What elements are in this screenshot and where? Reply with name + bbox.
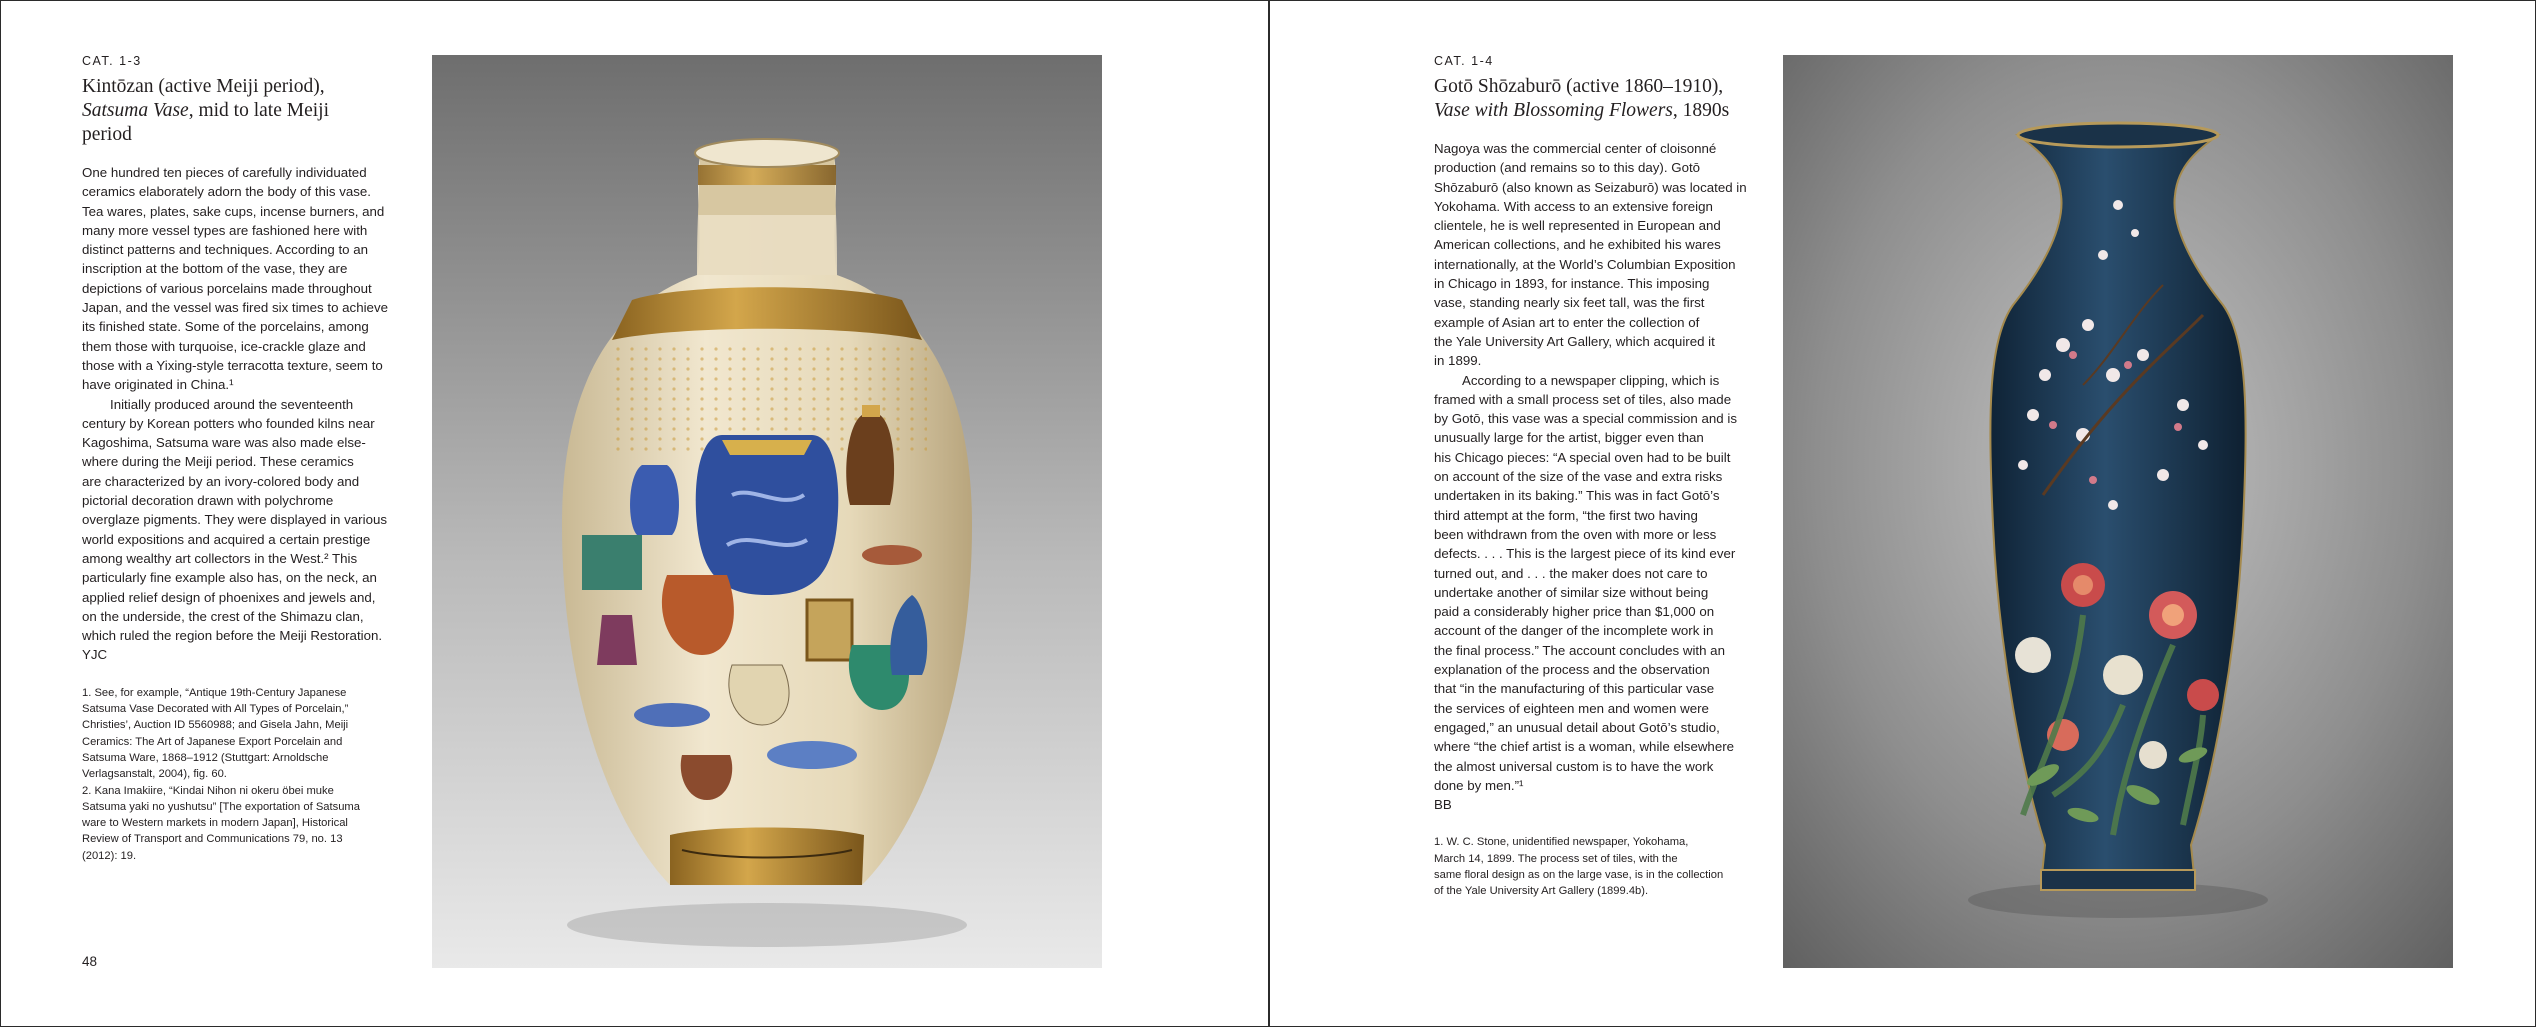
body-text-line: on account of the size of the vase and extra risks: [1434, 469, 1723, 485]
page-number: 48: [82, 954, 98, 969]
body-text-line: turned out, and . . . the maker does not care to: [1434, 565, 1708, 581]
body-text-line: done by men.”¹: [1434, 777, 1524, 793]
title-line-3: period: [82, 124, 132, 145]
body-text-line: the final process.” The account concludes with an: [1434, 642, 1725, 658]
essay-body: [1434, 139, 1774, 814]
title-object-italic: Vase with Blossoming Flowers: [1434, 100, 1673, 121]
body-text-line: explanation of the process and the observation: [1434, 662, 1710, 678]
body-text-line: unusually large for the artist, bigger even than: [1434, 430, 1704, 446]
catalogue-label: CAT. 1-4: [1434, 54, 1494, 68]
body-text-line: his Chicago pieces: “A special oven had to be built: [1434, 449, 1731, 465]
endnote-line: Satsuma yaki no yushutsu” [The exportation of Satsuma: [82, 800, 360, 813]
body-text-line: Shōzaburō (also known as Seizaburō) was located in: [1434, 179, 1747, 195]
body-text-line: ceramics elaborately adorn the body of this vase.: [82, 184, 371, 200]
endnote-line: 1. See, for example, “Antique 19th-Century Japanese: [82, 686, 347, 699]
body-text-line: where “the chief artist is a woman, while elsewhere: [1434, 739, 1735, 755]
body-text-line: them those with turquoise, ice-crackle glaze and: [82, 338, 366, 354]
entry-title: [82, 75, 412, 147]
body-text-line: particularly fine example also has, on the neck, an: [82, 570, 377, 586]
book-gutter: [1268, 0, 1270, 1027]
body-text-line: on the underside, the crest of the Shimazu clan,: [82, 608, 364, 624]
body-text-line: American collections, and he exhibited his wares: [1434, 237, 1721, 253]
body-text-line: among wealthy art collectors in the West.² This: [82, 550, 358, 566]
body-text-line: YJC: [82, 647, 108, 663]
endnote-line: of the Yale University Art Gallery (1899.4b).: [1434, 885, 1649, 898]
body-text-line: where during the Meiji period. These ceramics: [82, 454, 354, 470]
body-text-line: framed with a small process set of tiles, also made: [1434, 391, 1732, 407]
body-text-line: that “in the manufacturing of this particular vase: [1434, 681, 1715, 697]
body-text-line: are characterized by an ivory-colored body and: [82, 473, 360, 489]
body-text-line: Yokohama. With access to an extensive foreign: [1434, 198, 1713, 214]
title-line-1: Gotō Shōzaburō (active 1860–1910),: [1434, 76, 1724, 97]
endnote-line: same floral design as on the large vase, is in the collection: [1434, 868, 1724, 881]
body-text-line: account of the danger of the incomplete work in: [1434, 623, 1714, 639]
body-text-line: internationally, at the World’s Columbian Exposition: [1434, 256, 1736, 272]
essay-body: [82, 163, 412, 665]
body-text-line: engaged,” an unusual detail about Gotō’s studio,: [1434, 719, 1720, 735]
endnote-line: Verlagsanstalt, 2004), fig. 60.: [82, 768, 227, 781]
body-text-line: overglaze pigments. They were displayed in various: [82, 512, 388, 528]
body-text-line: Tea wares, plates, sake cups, incense burners, and: [82, 203, 385, 219]
body-text-line: undertaken in its baking.” This was in fact Gotō’s: [1434, 488, 1720, 504]
endnote-line: Ceramics: The Art of Japanese Export Porcelain and: [82, 735, 343, 748]
body-text-line: distinct patterns and techniques. According to an: [82, 242, 369, 258]
title-line-1: Kintōzan (active Meiji period),: [82, 76, 325, 97]
body-text-line: world expositions and acquired a certain prestige: [82, 531, 371, 547]
body-text-line: Japan, and the vessel was fired six times to achieve: [82, 300, 388, 316]
title-object-italic: Satsuma Vase: [82, 100, 189, 121]
body-text-line: which ruled the region before the Meiji Restoration.: [82, 628, 383, 644]
left-text-column: [82, 52, 412, 864]
endnote-line: Review of Transport and Communications 79, no. 13: [82, 833, 343, 846]
endnotes: [1434, 834, 1774, 899]
body-text-line: undertake another of similar size without being: [1434, 584, 1709, 600]
body-text-line: by Gotō, this vase was a special commission and is: [1434, 411, 1738, 427]
body-text-line: inscription at the bottom of the vase, they are: [82, 261, 348, 277]
endnote-line: Christies’, Auction ID 5560988; and Gisela Jahn, Meiji: [82, 719, 349, 732]
catalogue-label: CAT. 1-3: [82, 54, 142, 68]
satsuma-vase-photo: [432, 55, 1102, 968]
body-text-line: vase, standing nearly six feet tall, was the first: [1434, 295, 1705, 311]
endnote-line: ware to Western markets in modern Japan], Historical: [82, 817, 348, 830]
endnotes: [82, 685, 412, 864]
title-date: , mid to late Meiji: [188, 100, 329, 121]
title-date: , 1890s: [1672, 100, 1730, 121]
body-text-line: defects. . . . This is the largest piece of its kind ever: [1434, 546, 1736, 562]
entry-title: [1434, 75, 1774, 123]
body-text-line: those with a Yixing-style terracotta texture, seem to: [82, 357, 383, 373]
body-text-line: the almost universal custom is to have the work: [1434, 758, 1714, 774]
endnote-line: 2. Kana Imakiire, “Kindai Nihon ni okeru öbei muke: [82, 784, 334, 797]
body-text-line: century by Korean potters who founded kilns near: [82, 415, 375, 431]
body-text-line: production (and remains so to this day). Gotō: [1434, 160, 1701, 176]
body-text-line: depictions of various porcelains made throughout: [82, 280, 372, 296]
body-text-line: in 1899.: [1434, 353, 1482, 369]
body-text-line: example of Asian art to enter the collection of: [1434, 314, 1700, 330]
body-text-line: many more vessel types are fashioned here with: [82, 222, 368, 238]
endnote-line: 1. W. C. Stone, unidentified newspaper, Yokohama,: [1434, 836, 1689, 849]
body-text-line: According to a newspaper clipping, which is: [1462, 372, 1720, 388]
body-text-line: the Yale University Art Gallery, which acquired it: [1434, 333, 1715, 349]
body-text-line: Initially produced around the seventeenth: [110, 396, 354, 412]
body-text-line: its finished state. Some of the porcelains, among: [82, 319, 369, 335]
body-text-line: applied relief design of phoenixes and jewels and,: [82, 589, 376, 605]
body-text-line: paid a considerably higher price than $1,000 on: [1434, 604, 1715, 620]
body-text-line: Kagoshima, Satsuma ware was also made else-: [82, 435, 366, 451]
body-text-line: been withdrawn from the oven with more or less: [1434, 526, 1717, 542]
body-text-line: third attempt at the form, “the first two having: [1434, 507, 1698, 523]
body-text-line: clientele, he is well represented in European and: [1434, 218, 1721, 234]
body-text-line: Nagoya was the commercial center of cloisonné: [1434, 141, 1717, 156]
body-text-line: BB: [1434, 797, 1452, 813]
cloisonne-vase-photo: [1783, 55, 2453, 968]
body-text-line: One hundred ten pieces of carefully individuated: [82, 165, 367, 180]
endnote-line: March 14, 1899. The process set of tiles, with the: [1434, 852, 1678, 865]
endnote-line: Satsuma Vase Decorated with All Types of Porcelain,”: [82, 703, 349, 716]
body-text-line: have originated in China.¹: [82, 377, 234, 393]
right-text-column: [1434, 52, 1774, 900]
endnote-line: Satsuma Ware, 1868–1912 (Stuttgart: Arnoldsche: [82, 751, 329, 764]
body-text-line: in Chicago in 1893, for instance. This imposing: [1434, 276, 1710, 292]
body-text-line: pictorial decoration drawn with polychrome: [82, 493, 334, 509]
body-text-line: the services of eighteen men and women were: [1434, 700, 1709, 716]
endnote-line: (2012): 19.: [82, 849, 137, 862]
